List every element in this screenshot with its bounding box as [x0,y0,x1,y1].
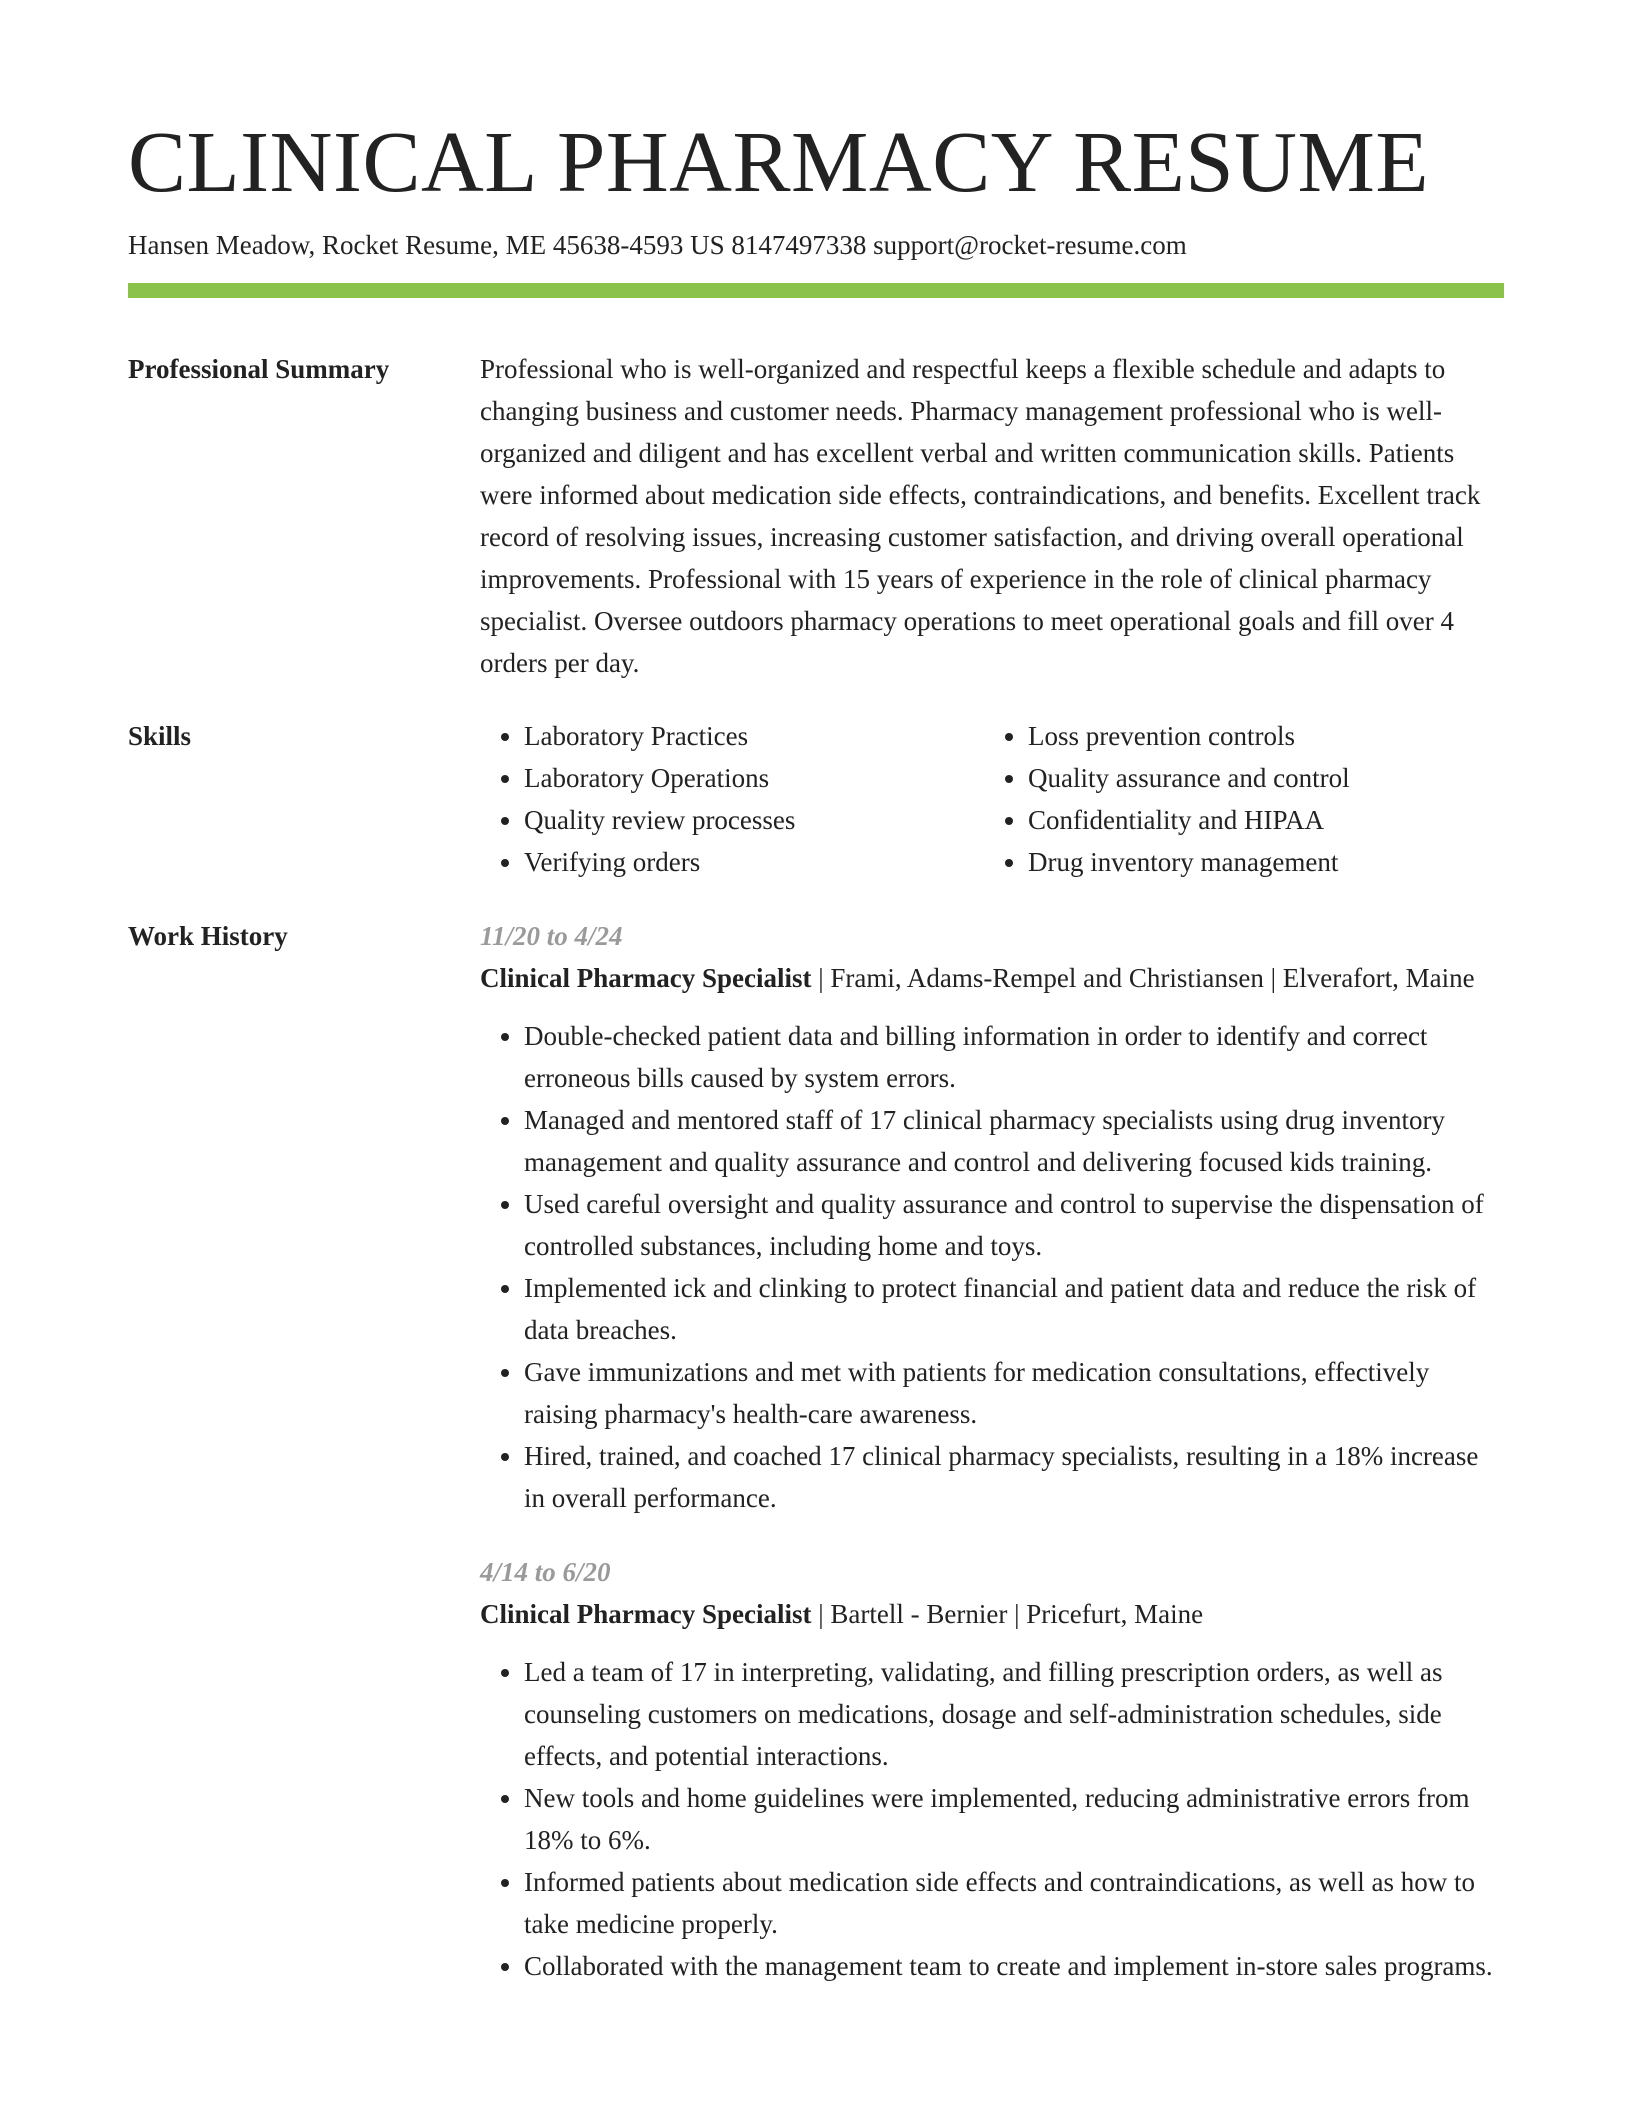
accent-divider [128,283,1504,298]
skills-heading: Skills [128,721,192,752]
job-title: Clinical Pharmacy Specialist [480,1599,812,1630]
skill-item: • Laboratory Operations [524,757,984,799]
contact-line [128,228,1504,263]
job-bullet: • Implemented ick and clinking to protect financial and patient data and reduce the risk of data breaches. [524,1267,1504,1351]
job-dates: 4/14 to 6/20 [480,1557,611,1588]
job-bullet: • Collaborated with the management team to create and implement in-store sales programs. [524,1945,1504,1987]
job-details: | Frami, Adams-Rempel and Christiansen | Elverafort, Maine [811,963,1475,994]
skill-item: • Laboratory Practices [524,715,984,757]
work-history-heading: Work History [128,921,288,952]
job-bullet: • Gave immunizations and met with patients for medication consultations, effectively raising pharmacy's health-care awareness. [524,1351,1504,1435]
job-bullet: • Informed patients about medication side effects and contraindications, as well as how to take medicine properly. [524,1861,1504,1945]
work-history-section [128,915,1504,1987]
skills-grid [480,715,1504,883]
job-bullets [480,1651,1504,1987]
job-bullet: • Used careful oversight and quality assurance and control to supervise the dispensation of controlled substances, including home and toys. [524,1183,1504,1267]
resume-page [128,0,1504,1987]
job-bullet: • Hired, trained, and coached 17 clinical pharmacy specialists, resulting in a 18% increase in overall performance. [524,1435,1504,1519]
job-entry [480,915,1504,1519]
job-bullet: • Double-checked patient data and billing information in order to identify and correct erroneous bills caused by system errors. [524,1015,1504,1099]
job-header [480,957,1504,999]
skill-item: • Quality review processes [524,799,984,841]
summary-section [128,348,1504,684]
job-dates: 11/20 to 4/24 [480,921,623,952]
skill-item: • Drug inventory management [1028,841,1488,883]
skill-item: • Confidentiality and HIPAA [1028,799,1488,841]
job-bullet: • New tools and home guidelines were implemented, reducing administrative errors from 18% to 6%. [524,1777,1504,1861]
summary-heading: Professional Summary [128,354,390,385]
skills-list-right [984,715,1488,883]
skill-item: • Verifying orders [524,841,984,883]
job-header [480,1593,1504,1635]
job-bullets [480,1015,1504,1519]
skills-list-left [480,715,984,883]
contact-email: support@rocket-resume.com [873,230,1187,260]
contact-address: Hansen Meadow, Rocket Resume, ME 45638-4593 US [128,230,725,260]
resume-title: CLINICAL PHARMACY RESUME [128,113,1429,210]
job-title: Clinical Pharmacy Specialist [480,963,812,994]
job-entry [480,1551,1504,1987]
contact-phone: 8147497338 [731,230,867,260]
skill-item: • Loss prevention controls [1028,715,1488,757]
summary-text: Professional who is well-organized and respectful keeps a flexible schedule and adapts to changing business and customer needs. Pharmacy management professional who is well-organized and diligent and has excellent verbal and written communication skills. Patients were informed about medication side effects, contraindications, and benefits. Excellent track record of resolving issues, increasing customer satisfaction, and driving overall operational improvements. Professional with 15 years of experience in the role of clinical pharmacy specialist. Oversee outdoors pharmacy operations to meet operational goals and fill over 4 orders per day. [480,354,1481,679]
job-bullet: • Managed and mentored staff of 17 clinical pharmacy specialists using drug inventory management and quality assurance and control and delivering focused kids training. [524,1099,1504,1183]
skills-section [128,715,1504,883]
job-bullet: • Led a team of 17 in interpreting, validating, and filling prescription orders, as well as counseling customers on medications, dosage and self-administration schedules, side effects, and potential interactions. [524,1651,1504,1777]
skill-item: • Quality assurance and control [1028,757,1488,799]
job-details: | Bartell - Bernier | Pricefurt, Maine [811,1599,1204,1630]
